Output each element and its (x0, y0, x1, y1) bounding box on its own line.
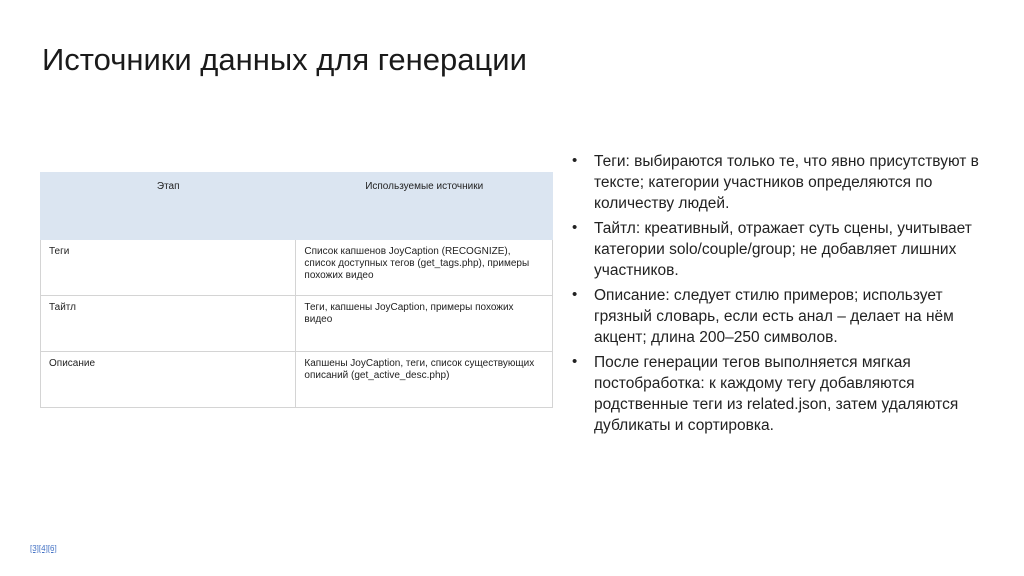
cell-stage: Тайтл (41, 296, 296, 352)
table-row (41, 296, 553, 352)
bullet-marker: • (572, 353, 578, 370)
table-header-row (41, 173, 553, 240)
cell-sources: Капшены JoyCaption, теги, список существующих описаний (get_active_desc.php) (296, 352, 553, 408)
cell-stage: Теги (41, 240, 296, 296)
bullet-marker: • (572, 152, 578, 169)
reference-link[interactable]: [6] (47, 544, 57, 553)
cell-sources: Теги, капшены JoyCaption, примеры похожих видео (296, 296, 553, 352)
slide-title: Источники данных для генерации (42, 42, 527, 77)
header-sources: Используемые источники (296, 173, 553, 240)
list-item (570, 352, 990, 436)
sources-table (40, 172, 553, 408)
list-item (570, 151, 990, 214)
bullet-text: Описание: следует стилю примеров; использует грязный словарь, если есть анал – делает на нём акцент; длина 200–250 символов. (594, 287, 954, 346)
cell-sources: Список капшенов JoyCaption (RECOGNIZE), список доступных тегов (get_tags.php), примеры похожих видео (296, 240, 553, 296)
cell-stage: Описание (41, 352, 296, 408)
reference-link[interactable]: [3] (30, 544, 39, 553)
reference-link[interactable]: [4] (38, 544, 48, 553)
table-row (41, 352, 553, 408)
bullet-text: После генерации тегов выполняется мягкая постобработка: к каждому тегу добавляются родственные теги из related.json, затем удаляются дубликаты и сортировка. (594, 354, 959, 434)
bullet-text: Тайтл: креативный, отражает суть сцены, учитывает категории solo/couple/group; не добавляет лишних участников. (594, 220, 972, 279)
bullet-list (570, 151, 990, 440)
bullet-marker: • (572, 286, 578, 303)
footer-references (30, 544, 57, 553)
list-item (570, 218, 990, 281)
bullet-text: Теги: выбираются только те, что явно присутствуют в тексте; категории участников определяются по количеству людей. (594, 153, 979, 212)
sources-table-container (40, 172, 553, 408)
table-row (41, 240, 553, 296)
list-item (570, 285, 990, 348)
header-stage: Этап (41, 173, 296, 240)
bullet-marker: • (572, 219, 578, 236)
